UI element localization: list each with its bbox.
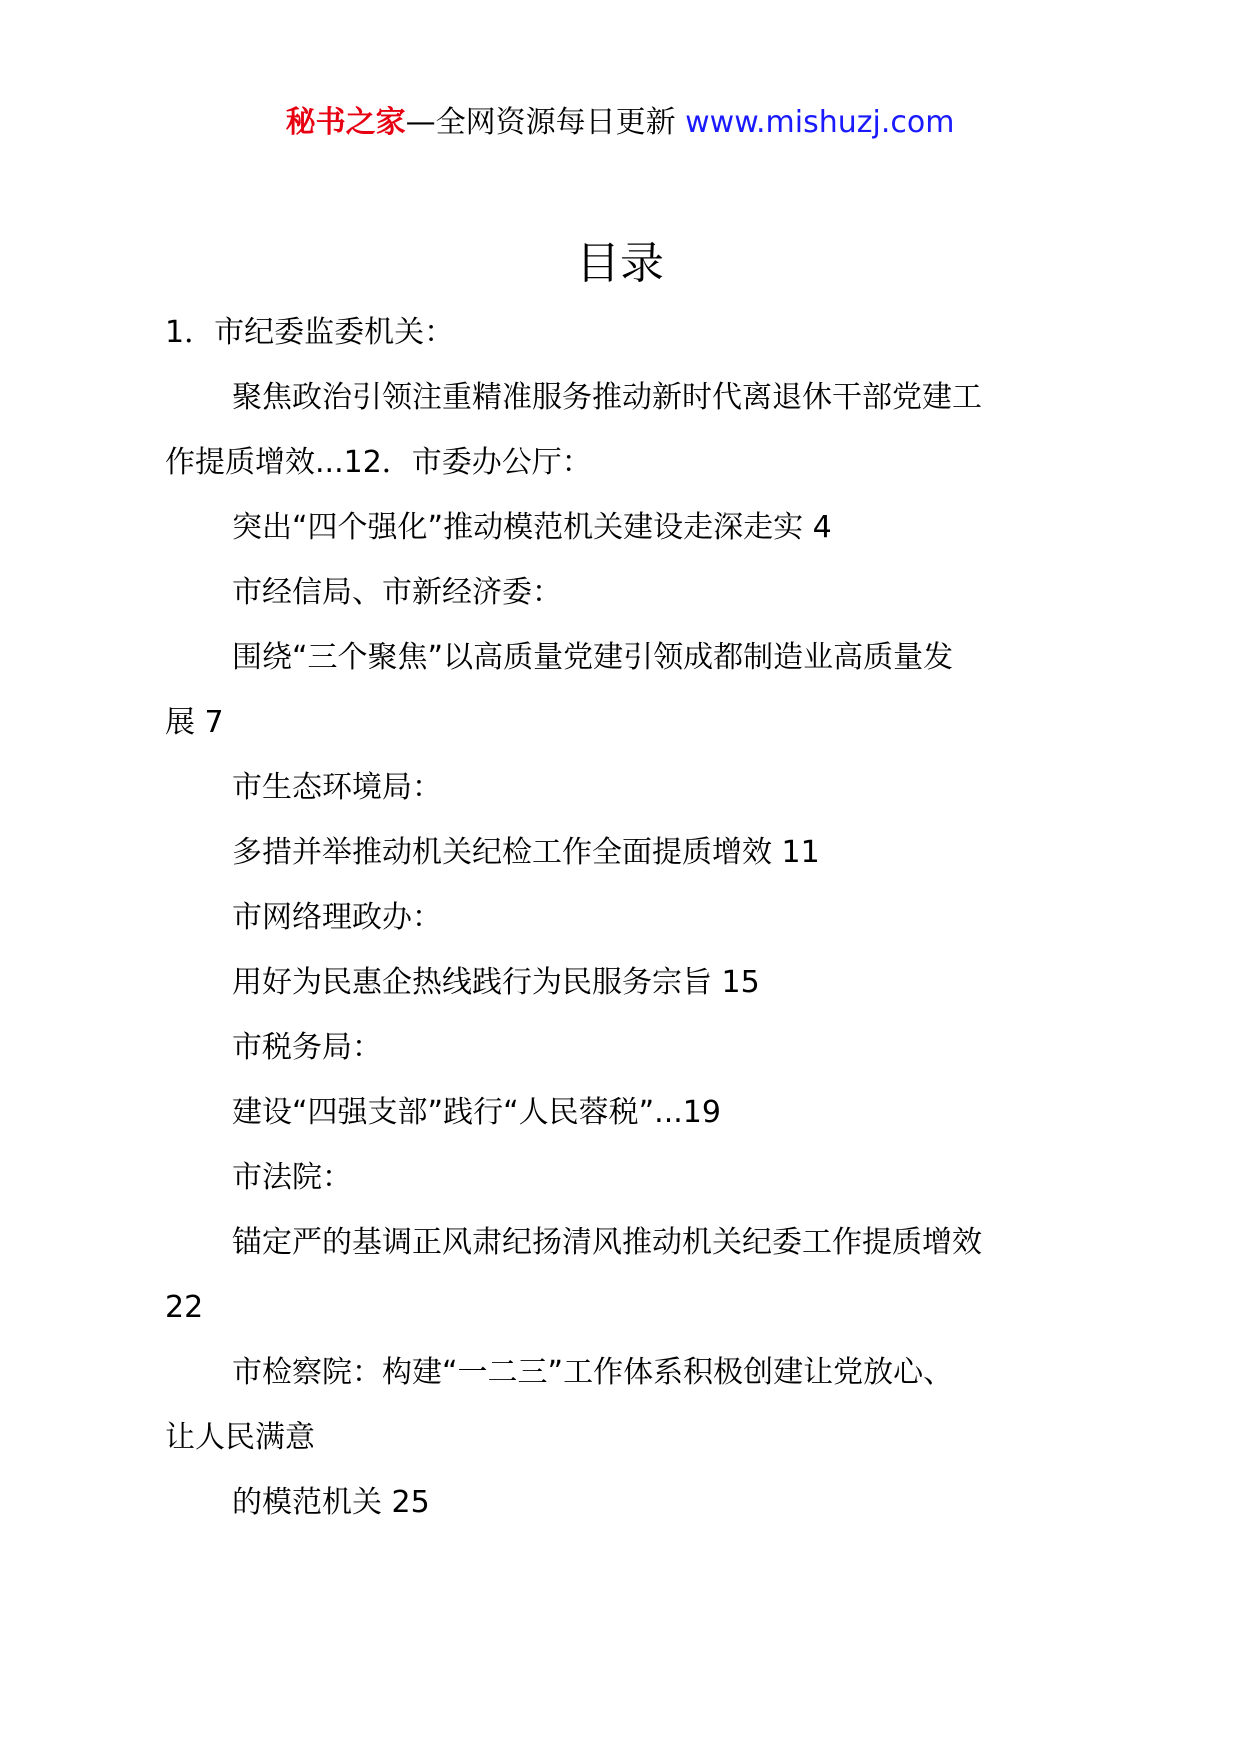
toc-line-entry-5-title: 用好为民惠企热线践行为民服务宗旨 15 — [232, 965, 760, 1000]
toc-line-dept-shuiwu: 市税务局： — [232, 1030, 382, 1065]
brand-name: 秘书之家 — [285, 105, 406, 140]
site-url-link[interactable]: www.mishuzj.com — [685, 105, 955, 140]
toc-line-entry-4-title: 多措并举推动机关纪检工作全面提质增效 11 — [232, 835, 820, 870]
table-of-contents — [165, 300, 1085, 1535]
toc-line-entry-1-cont: 作提质增效...12．市委办公厅： — [165, 445, 592, 480]
toc-line-entry-8-cont: 让人民满意 — [165, 1420, 315, 1455]
toc-line-section-1: 1．市纪委监委机关： — [165, 315, 455, 350]
toc-line-dept-jianchayuan: 市检察院：构建“一二三”工作体系积极创建让党放心、 — [232, 1355, 954, 1390]
toc-line-entry-7-title: 锚定严的基调正风肃纪扬清风推动机关纪委工作提质增效 — [232, 1225, 982, 1260]
toc-line-entry-2-title: 突出“四个强化”推动模范机关建设走深走实 4 — [232, 510, 832, 545]
document-title: 目录 — [576, 238, 664, 289]
toc-line-dept-shengtai: 市生态环境局： — [232, 770, 442, 805]
toc-line-entry-3-cont: 展 7 — [165, 705, 224, 740]
toc-line-dept-fayuan: 市法院： — [232, 1160, 352, 1195]
toc-line-dept-jingxin: 市经信局、市新经济委： — [232, 575, 562, 610]
toc-line-entry-3-title: 围绕“三个聚焦”以高质量党建引领成都制造业高质量发 — [232, 640, 954, 675]
site-banner — [0, 98, 1240, 148]
toc-line-entry-6-title: 建设“四强支部”践行“人民蓉税”...19 — [232, 1095, 721, 1130]
toc-line-entry-8-page: 的模范机关 25 — [232, 1485, 430, 1520]
toc-line-entry-7-page: 22 — [165, 1290, 204, 1325]
banner-slogan: —全网资源每日更新 — [405, 105, 686, 140]
toc-line-dept-wangluo: 市网络理政办： — [232, 900, 442, 935]
toc-line-entry-1-title: 聚焦政治引领注重精准服务推动新时代离退休干部党建工 — [232, 380, 982, 415]
